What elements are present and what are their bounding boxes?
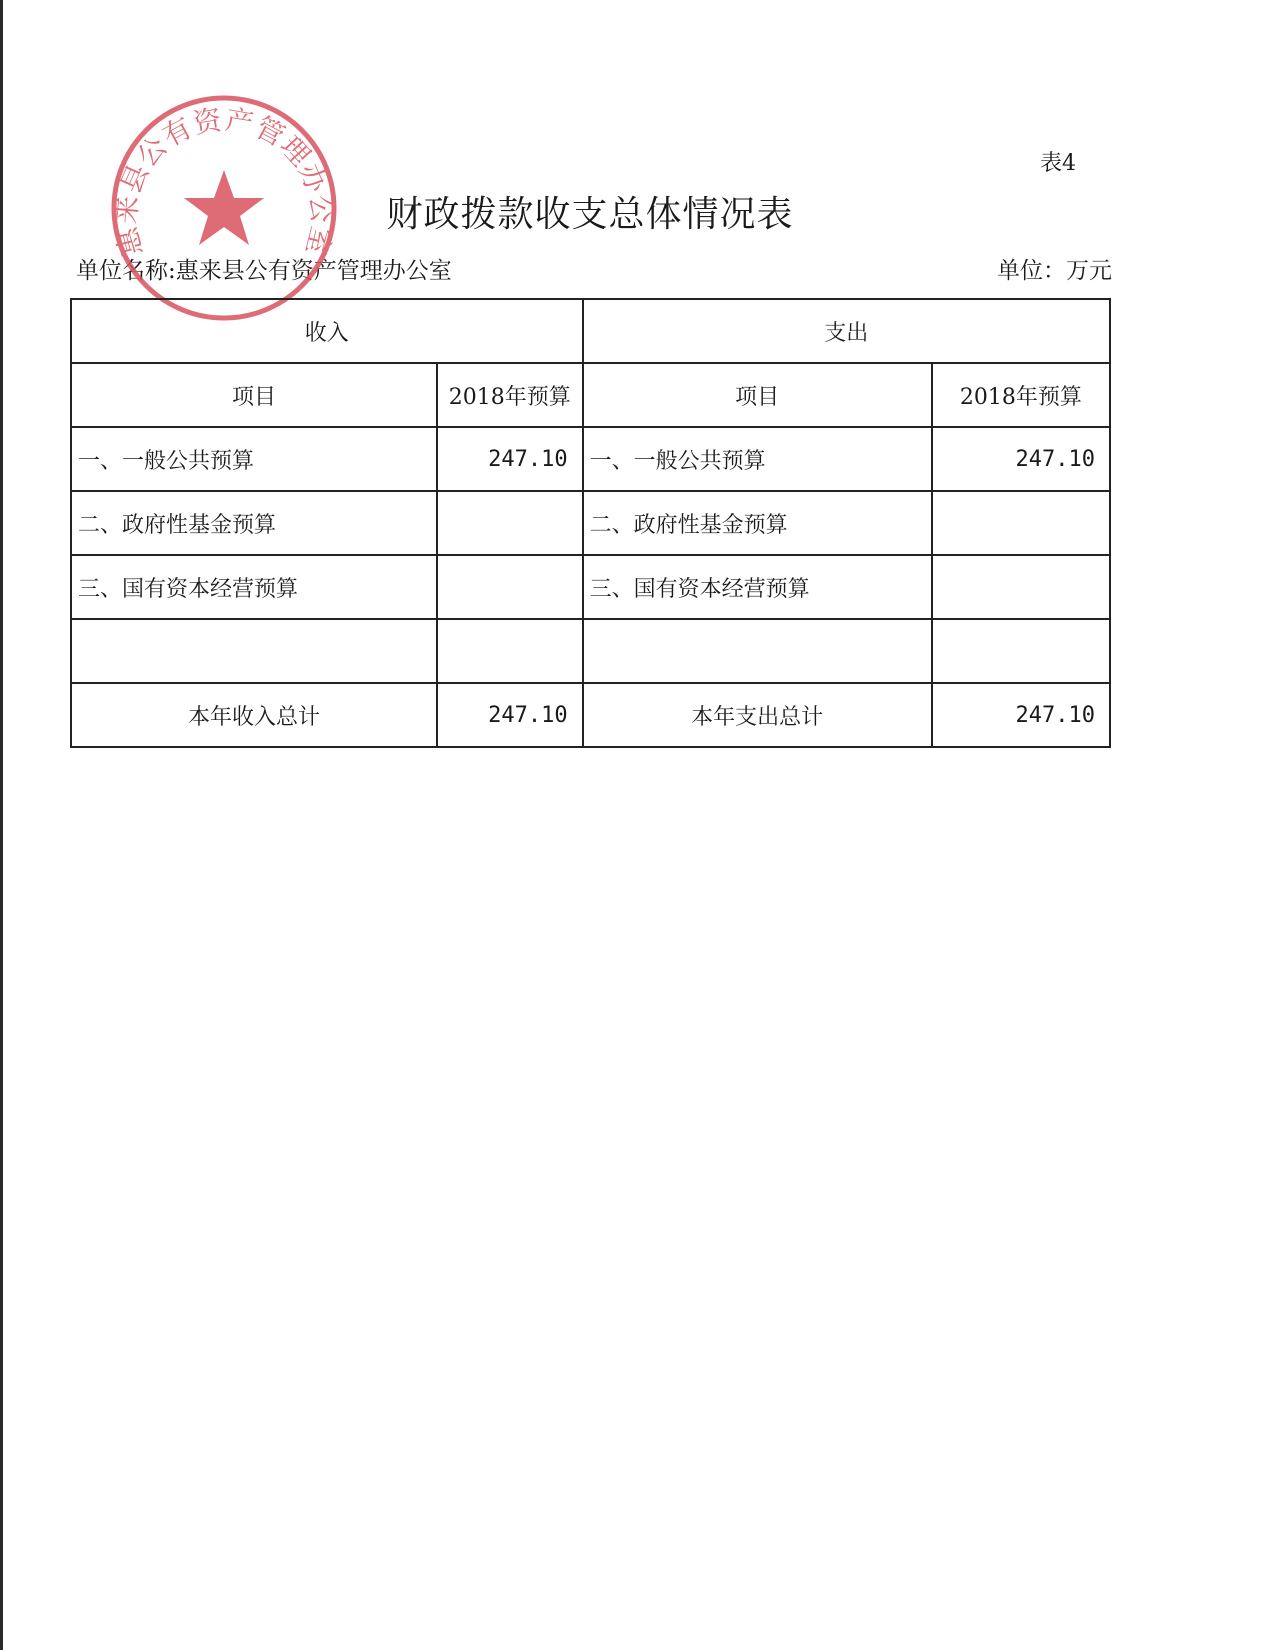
seal-text: 惠来县公有资产管理办公室 — [109, 102, 339, 260]
expense-item — [583, 619, 932, 683]
income-item: 三、国有资本经营预算 — [71, 555, 437, 619]
table-number: 表4 — [1040, 151, 1076, 176]
expense-budget: 247.10 — [932, 427, 1110, 491]
income-header: 收入 — [71, 299, 583, 363]
expense-total-label: 本年支出总计 — [583, 683, 932, 747]
table-row — [71, 555, 1110, 619]
expense-budget-header: 2018年预算 — [932, 363, 1110, 427]
expense-total-value: 247.10 — [932, 683, 1110, 747]
income-item-header: 项目 — [71, 363, 437, 427]
scan-edge — [0, 0, 3, 1650]
currency-unit: 单位：万元 — [997, 258, 1112, 284]
official-seal — [108, 92, 340, 324]
expense-budget — [932, 491, 1110, 555]
income-budget — [437, 491, 583, 555]
unit-name: 单位名称:惠来县公有资产管理办公室 — [76, 258, 452, 284]
expense-item: 二、政府性基金预算 — [583, 491, 932, 555]
table-row — [71, 491, 1110, 555]
table-row — [71, 619, 1110, 683]
income-budget — [437, 555, 583, 619]
expense-budget — [932, 619, 1110, 683]
income-item: 二、政府性基金预算 — [71, 491, 437, 555]
expense-item: 一、一般公共预算 — [583, 427, 932, 491]
income-budget-header: 2018年预算 — [437, 363, 583, 427]
seal-star-icon — [184, 170, 264, 245]
income-total-label: 本年收入总计 — [71, 683, 437, 747]
total-row — [71, 683, 1110, 747]
expense-budget — [932, 555, 1110, 619]
income-item — [71, 619, 437, 683]
table-row — [71, 427, 1110, 491]
income-budget: 247.10 — [437, 427, 583, 491]
income-total-value: 247.10 — [437, 683, 583, 747]
income-item: 一、一般公共预算 — [71, 427, 437, 491]
page-title: 财政拨款收支总体情况表 — [386, 194, 794, 235]
expense-item: 三、国有资本经营预算 — [583, 555, 932, 619]
finance-table — [70, 298, 1111, 748]
section-header-row — [71, 299, 1110, 363]
expense-item-header: 项目 — [583, 363, 932, 427]
income-budget — [437, 619, 583, 683]
expense-header: 支出 — [583, 299, 1110, 363]
column-header-row — [71, 363, 1110, 427]
